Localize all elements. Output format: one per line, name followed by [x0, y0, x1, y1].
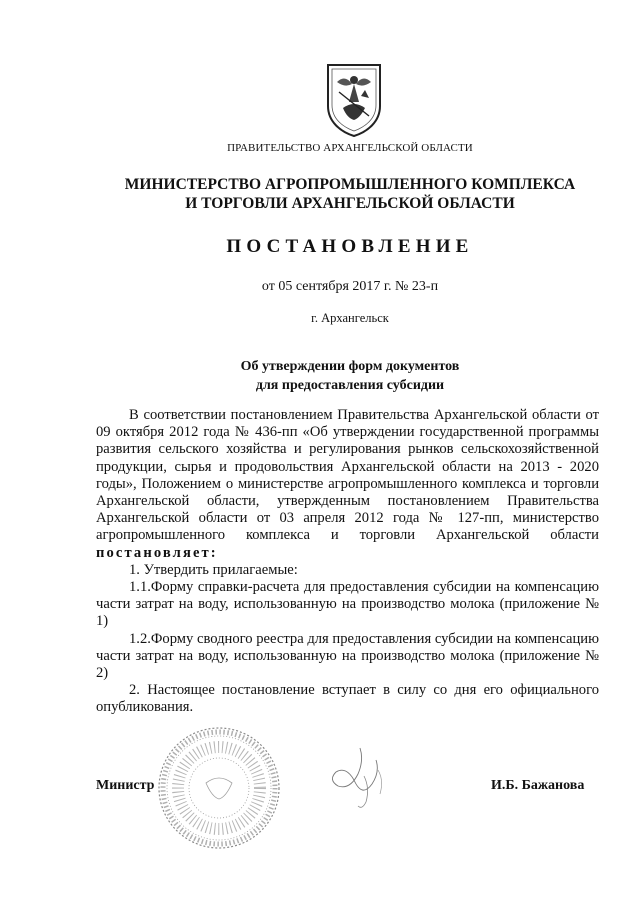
- coat-of-arms-icon: [325, 62, 383, 138]
- subject-line1: Об утверждении форм документов: [240, 359, 460, 374]
- document-date-number: от 05 сентября 2017 г. № 23-п: [261, 279, 439, 294]
- item-1: 1. Утвердить прилагаемые:: [129, 561, 298, 578]
- ministry-name-line2: И ТОРГОВЛИ АРХАНГЕЛЬСКОЙ ОБЛАСТИ: [185, 195, 515, 212]
- item-2: 2. Настоящее постановление вступает в силу со дня его официального опубликования.: [96, 682, 599, 716]
- signatory-name: И.Б. Бажанова: [491, 778, 585, 793]
- item-1-1: 1.1.Форму справки-расчета для предоставления субсидии на компенсацию части затрат на воду, использованную на производство молока (приложение № 1): [96, 579, 599, 630]
- ministry-name-line1: МИНИСТЕРСТВО АГРОПРОМЫШЛЕННОГО КОМПЛЕКСА: [124, 176, 576, 193]
- signatory-title: Министр: [96, 778, 155, 793]
- handwritten-signature: [320, 740, 395, 815]
- document-city: г. Архангельск: [311, 311, 389, 325]
- document-subject: [60, 357, 640, 395]
- preamble-text: В соответствии постановлением Правительства Архангельской области от 09 октября 2012 года № 436-пп «Об утверждении государственной программы развития сельского хозяйства и регулирования рынков сельскохозяйственной продукции, сырья и продовольствия Архангельской области на 2013 - 2020 годы», Положением о министерстве агропромышленного комплекса и торговли Архангельской области, утвержденным постановлением Правительства Архангельской области от 03 апреля 2012 года № 127-пп, министерство агропромышленного комплекса и торговли Архангельской области: [96, 407, 599, 544]
- preamble-paragraph: [96, 407, 599, 562]
- official-seal-stamp: [156, 725, 282, 851]
- item-1-2: 1.2.Форму сводного реестра для предоставления субсидии на компенсацию части затрат на воду, использованную на производство молока (приложение № 2): [96, 630, 599, 682]
- subject-line2: для предоставления субсидии: [255, 378, 445, 393]
- decree-word: постановляет:: [96, 544, 218, 561]
- document-body: [96, 407, 599, 717]
- ministry-name: [60, 175, 640, 213]
- document-type-title: ПОСТАНОВЛЕНИЕ: [226, 236, 474, 257]
- government-name: ПРАВИТЕЛЬСТВО АРХАНГЕЛЬСКОЙ ОБЛАСТИ: [227, 142, 473, 154]
